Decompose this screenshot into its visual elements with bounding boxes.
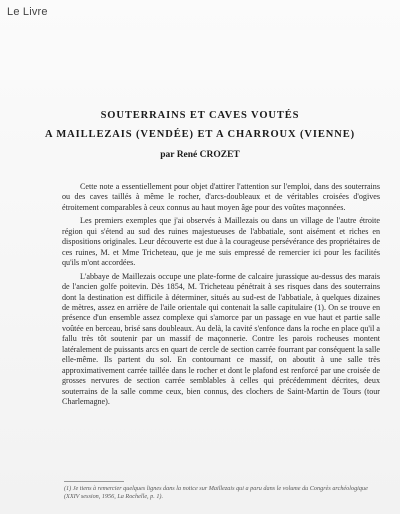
masthead-logo: Le Livre [7,6,48,18]
paragraph: Les premiers exemples que j'ai observés à Maillezais ou dans un village de l'autre étroite région qui s'étend au sud des ruines majestueuses de l'abbatiale, sont aisément et riches en dispositions originales. Leur découverte est due à la courageuse persévérance des propriétaires de ces ruines, M. et Mme Tricheteau, que je me suis empressé de remercier ici pour les facilités qu'ils m'ont accordées. [62,216,380,268]
article-author: par René CROZET [160,150,240,160]
article-title-line-2: A MAILLEZAIS (VENDÉE) ET A CHARROUX (VIENNE) [44,129,356,140]
paragraph: L'abbaye de Maillezais occupe une plate-forme de calcaire jurassique au-dessus des marais de l'ancien golfe poitevin. Dès 1854, M. Tricheteau pénétrait à ses risques dans des souterrains dont la destination est difficile à déterminer, situés au sud-est de l'abbatiale, à quelques dizaines de mètres, assez en arrière de l'aile orientale qui contenait la salle capitulaire (1). On se trouve en présence d'un ensemble assez complexe qui s'amorce par un passage en vue haut et partie salle voûtée en berceau, brisé sans doubleaux. Au delà, la cavité s'enfonce dans la roche en place qu'il a fallu très tôt soutenir par un massif de maçonnerie. Contre les parois rocheuses montent latéralement de puissants arcs en quart de cercle de section carrée fourrant par conséquent la salle elle-même. Ils partent du sol. En contournant ce massif, on aboutit à une salle très approximativement carrée taillée dans le rocher et dont le plafond est renforcé par une croisée de grosses nervures de section carrée semblables à celles qui précédemment décrites, deux souterrains de la salle comme ceux, bien connus, des clochers de Saint-Martin de Tours (tour Charlemagne). [62,271,380,407]
footnote: (1) Je tiens à remercier quelques lignes dans la notice sur Maillezais qui a paru dans le volume du Congrès archéologique (XXIV session, 1956, La Rochelle, p. 1). [64,485,368,500]
article-title-line-1: SOUTERRAINS ET CAVES VOUTÉS [100,110,300,121]
footnote-divider [64,481,124,482]
article-body [62,182,380,411]
paragraph: Cette note a essentiellement pour objet d'attirer l'attention sur l'emploi, dans des souterrains ou des caves taillés à même le rocher, d'arcs-doubleaux et de véritables croisées d'ogives étroitement comparables à ceux connus au haut moyen âge pour des voûtes maçonnées. [62,182,380,212]
